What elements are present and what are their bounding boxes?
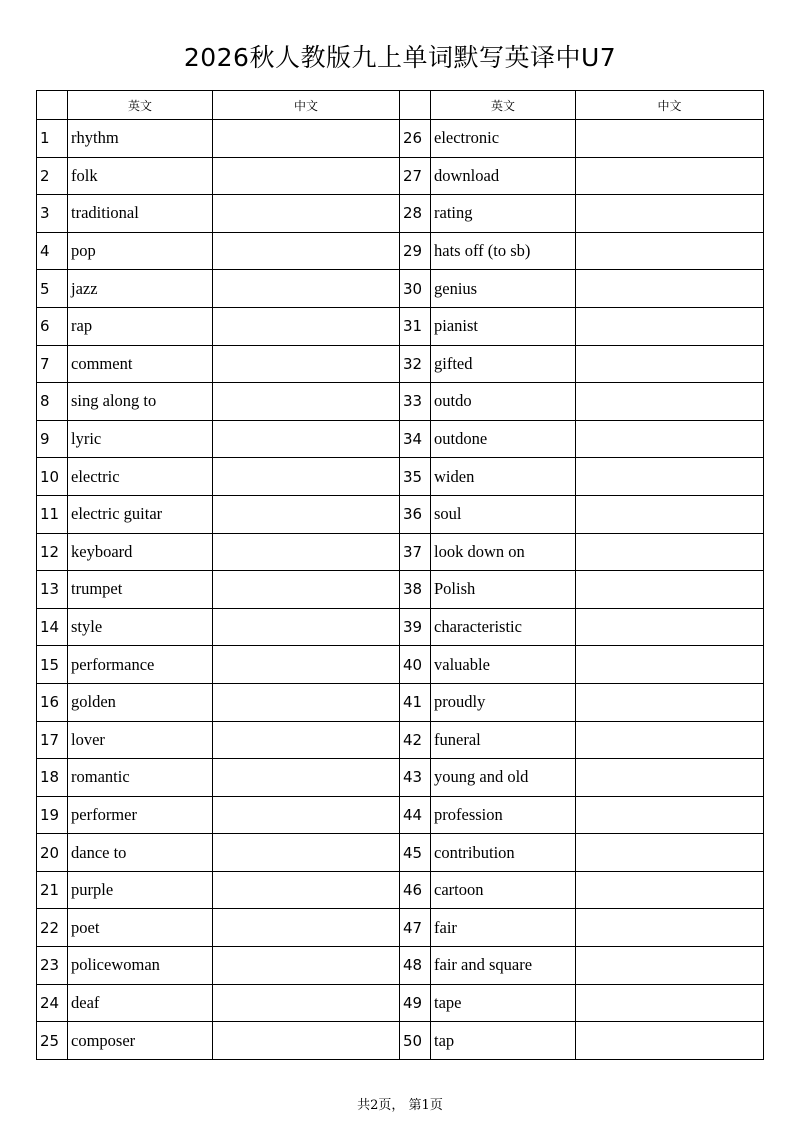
- table-row: [37, 1022, 764, 1060]
- english-word-cell: genius: [431, 270, 576, 308]
- chinese-answer-cell[interactable]: [213, 721, 400, 759]
- english-word-cell: rhythm: [68, 120, 213, 158]
- word-number-cell: 35: [400, 458, 431, 496]
- chinese-answer-cell[interactable]: [213, 1022, 400, 1060]
- word-number-cell: 2: [37, 157, 68, 195]
- table-row: [37, 759, 764, 797]
- page-title: 2026秋人教版九上单词默写英译中U7: [183, 43, 617, 72]
- table-row: [37, 721, 764, 759]
- english-word-cell: young and old: [431, 759, 576, 797]
- table-row: [37, 120, 764, 158]
- chinese-answer-cell[interactable]: [576, 270, 764, 308]
- table-row: [37, 270, 764, 308]
- header-english-right: 英文: [431, 91, 576, 120]
- table-row: [37, 796, 764, 834]
- english-word-cell: characteristic: [431, 608, 576, 646]
- english-word-cell: deaf: [68, 984, 213, 1022]
- english-word-cell: proudly: [431, 683, 576, 721]
- chinese-answer-cell[interactable]: [213, 759, 400, 797]
- table-row: [37, 232, 764, 270]
- header-chinese-right: 中文: [576, 91, 764, 120]
- word-number-cell: 36: [400, 495, 431, 533]
- chinese-answer-cell[interactable]: [576, 420, 764, 458]
- word-number-cell: 12: [37, 533, 68, 571]
- chinese-answer-cell[interactable]: [213, 796, 400, 834]
- header-chinese-left: 中文: [213, 91, 400, 120]
- english-word-cell: poet: [68, 909, 213, 947]
- word-number-cell: 8: [37, 383, 68, 421]
- word-number-cell: 17: [37, 721, 68, 759]
- word-number-cell: 19: [37, 796, 68, 834]
- english-word-cell: keyboard: [68, 533, 213, 571]
- chinese-answer-cell[interactable]: [576, 721, 764, 759]
- table-row: [37, 871, 764, 909]
- word-number-cell: 13: [37, 571, 68, 609]
- word-number-cell: 24: [37, 984, 68, 1022]
- english-word-cell: Polish: [431, 571, 576, 609]
- chinese-answer-cell[interactable]: [213, 947, 400, 985]
- word-number-cell: 33: [400, 383, 431, 421]
- chinese-answer-cell[interactable]: [213, 232, 400, 270]
- chinese-answer-cell[interactable]: [576, 307, 764, 345]
- english-word-cell: soul: [431, 495, 576, 533]
- chinese-answer-cell[interactable]: [576, 834, 764, 872]
- table-row: [37, 909, 764, 947]
- english-word-cell: cartoon: [431, 871, 576, 909]
- table-row: [37, 195, 764, 233]
- word-number-cell: 1: [37, 120, 68, 158]
- word-number-cell: 31: [400, 307, 431, 345]
- word-number-cell: 43: [400, 759, 431, 797]
- english-word-cell: download: [431, 157, 576, 195]
- chinese-answer-cell[interactable]: [576, 345, 764, 383]
- chinese-answer-cell[interactable]: [576, 759, 764, 797]
- word-number-cell: 45: [400, 834, 431, 872]
- english-word-cell: tap: [431, 1022, 576, 1060]
- english-word-cell: gifted: [431, 345, 576, 383]
- table-row: [37, 533, 764, 571]
- word-number-cell: 15: [37, 646, 68, 684]
- english-word-cell: trumpet: [68, 571, 213, 609]
- chinese-answer-cell[interactable]: [576, 909, 764, 947]
- english-word-cell: profession: [431, 796, 576, 834]
- english-word-cell: electronic: [431, 120, 576, 158]
- vocabulary-table: [36, 90, 764, 1060]
- chinese-answer-cell[interactable]: [213, 495, 400, 533]
- english-word-cell: lyric: [68, 420, 213, 458]
- chinese-answer-cell[interactable]: [213, 420, 400, 458]
- table-row: [37, 646, 764, 684]
- english-word-cell: lover: [68, 721, 213, 759]
- header-row: [37, 91, 764, 120]
- word-number-cell: 26: [400, 120, 431, 158]
- chinese-answer-cell[interactable]: [213, 383, 400, 421]
- word-number-cell: 5: [37, 270, 68, 308]
- english-word-cell: sing along to: [68, 383, 213, 421]
- word-number-cell: 28: [400, 195, 431, 233]
- word-number-cell: 38: [400, 571, 431, 609]
- word-number-cell: 39: [400, 608, 431, 646]
- word-number-cell: 6: [37, 307, 68, 345]
- table-row: [37, 571, 764, 609]
- english-word-cell: purple: [68, 871, 213, 909]
- table-row: [37, 458, 764, 496]
- word-number-cell: 47: [400, 909, 431, 947]
- table-row: [37, 157, 764, 195]
- english-word-cell: golden: [68, 683, 213, 721]
- word-number-cell: 30: [400, 270, 431, 308]
- english-word-cell: valuable: [431, 646, 576, 684]
- chinese-answer-cell[interactable]: [576, 383, 764, 421]
- english-word-cell: traditional: [68, 195, 213, 233]
- chinese-answer-cell[interactable]: [213, 307, 400, 345]
- chinese-answer-cell[interactable]: [213, 984, 400, 1022]
- word-number-cell: 29: [400, 232, 431, 270]
- chinese-answer-cell[interactable]: [576, 871, 764, 909]
- header-english-left: 英文: [68, 91, 213, 120]
- chinese-answer-cell[interactable]: [213, 458, 400, 496]
- chinese-answer-cell[interactable]: [576, 683, 764, 721]
- english-word-cell: dance to: [68, 834, 213, 872]
- english-word-cell: fair: [431, 909, 576, 947]
- english-word-cell: rap: [68, 307, 213, 345]
- word-number-cell: 7: [37, 345, 68, 383]
- word-number-cell: 18: [37, 759, 68, 797]
- chinese-answer-cell[interactable]: [576, 984, 764, 1022]
- table-row: [37, 495, 764, 533]
- chinese-answer-cell[interactable]: [213, 345, 400, 383]
- english-word-cell: policewoman: [68, 947, 213, 985]
- english-word-cell: electric: [68, 458, 213, 496]
- english-word-cell: folk: [68, 157, 213, 195]
- chinese-answer-cell[interactable]: [576, 495, 764, 533]
- chinese-answer-cell[interactable]: [213, 157, 400, 195]
- word-number-cell: 22: [37, 909, 68, 947]
- chinese-answer-cell[interactable]: [213, 871, 400, 909]
- chinese-answer-cell[interactable]: [576, 232, 764, 270]
- word-number-cell: 42: [400, 721, 431, 759]
- word-number-cell: 3: [37, 195, 68, 233]
- word-number-cell: 32: [400, 345, 431, 383]
- chinese-answer-cell[interactable]: [213, 608, 400, 646]
- english-word-cell: pianist: [431, 307, 576, 345]
- chinese-answer-cell[interactable]: [576, 571, 764, 609]
- chinese-answer-cell[interactable]: [576, 120, 764, 158]
- chinese-answer-cell[interactable]: [576, 608, 764, 646]
- word-number-cell: 44: [400, 796, 431, 834]
- chinese-answer-cell[interactable]: [213, 683, 400, 721]
- word-number-cell: 27: [400, 157, 431, 195]
- table-row: [37, 345, 764, 383]
- word-number-cell: 37: [400, 533, 431, 571]
- word-number-cell: 14: [37, 608, 68, 646]
- table-row: [37, 307, 764, 345]
- english-word-cell: comment: [68, 345, 213, 383]
- word-number-cell: 49: [400, 984, 431, 1022]
- english-word-cell: outdo: [431, 383, 576, 421]
- chinese-answer-cell[interactable]: [576, 458, 764, 496]
- word-number-cell: 9: [37, 420, 68, 458]
- english-word-cell: widen: [431, 458, 576, 496]
- chinese-answer-cell[interactable]: [576, 947, 764, 985]
- english-word-cell: style: [68, 608, 213, 646]
- chinese-answer-cell[interactable]: [213, 270, 400, 308]
- chinese-answer-cell[interactable]: [576, 1022, 764, 1060]
- chinese-answer-cell[interactable]: [576, 646, 764, 684]
- chinese-answer-cell[interactable]: [213, 646, 400, 684]
- word-number-cell: 48: [400, 947, 431, 985]
- word-number-cell: 25: [37, 1022, 68, 1060]
- chinese-answer-cell[interactable]: [213, 195, 400, 233]
- english-word-cell: look down on: [431, 533, 576, 571]
- word-number-cell: 10: [37, 458, 68, 496]
- word-number-cell: 4: [37, 232, 68, 270]
- chinese-answer-cell[interactable]: [576, 796, 764, 834]
- english-word-cell: romantic: [68, 759, 213, 797]
- table-row: [37, 608, 764, 646]
- table-row: [37, 383, 764, 421]
- word-number-cell: 16: [37, 683, 68, 721]
- english-word-cell: performance: [68, 646, 213, 684]
- word-number-cell: 21: [37, 871, 68, 909]
- chinese-answer-cell[interactable]: [213, 120, 400, 158]
- english-word-cell: performer: [68, 796, 213, 834]
- chinese-answer-cell[interactable]: [576, 533, 764, 571]
- english-word-cell: tape: [431, 984, 576, 1022]
- word-number-cell: 40: [400, 646, 431, 684]
- english-word-cell: electric guitar: [68, 495, 213, 533]
- table-row: [37, 947, 764, 985]
- header-number-left: [37, 91, 68, 120]
- english-word-cell: pop: [68, 232, 213, 270]
- word-number-cell: 46: [400, 871, 431, 909]
- english-word-cell: composer: [68, 1022, 213, 1060]
- word-number-cell: 50: [400, 1022, 431, 1060]
- table-row: [37, 984, 764, 1022]
- chinese-answer-cell[interactable]: [213, 571, 400, 609]
- chinese-answer-cell[interactable]: [213, 909, 400, 947]
- english-word-cell: funeral: [431, 721, 576, 759]
- table-row: [37, 683, 764, 721]
- chinese-answer-cell[interactable]: [576, 157, 764, 195]
- chinese-answer-cell[interactable]: [213, 834, 400, 872]
- word-number-cell: 20: [37, 834, 68, 872]
- page-footer: 共2页， 第1页: [357, 1098, 443, 1113]
- chinese-answer-cell[interactable]: [576, 195, 764, 233]
- english-word-cell: hats off (to sb): [431, 232, 576, 270]
- table-row: [37, 420, 764, 458]
- word-number-cell: 34: [400, 420, 431, 458]
- english-word-cell: rating: [431, 195, 576, 233]
- english-word-cell: jazz: [68, 270, 213, 308]
- word-number-cell: 23: [37, 947, 68, 985]
- word-number-cell: 11: [37, 495, 68, 533]
- word-number-cell: 41: [400, 683, 431, 721]
- english-word-cell: contribution: [431, 834, 576, 872]
- english-word-cell: outdone: [431, 420, 576, 458]
- chinese-answer-cell[interactable]: [213, 533, 400, 571]
- table-row: [37, 834, 764, 872]
- english-word-cell: fair and square: [431, 947, 576, 985]
- header-number-right: [400, 91, 431, 120]
